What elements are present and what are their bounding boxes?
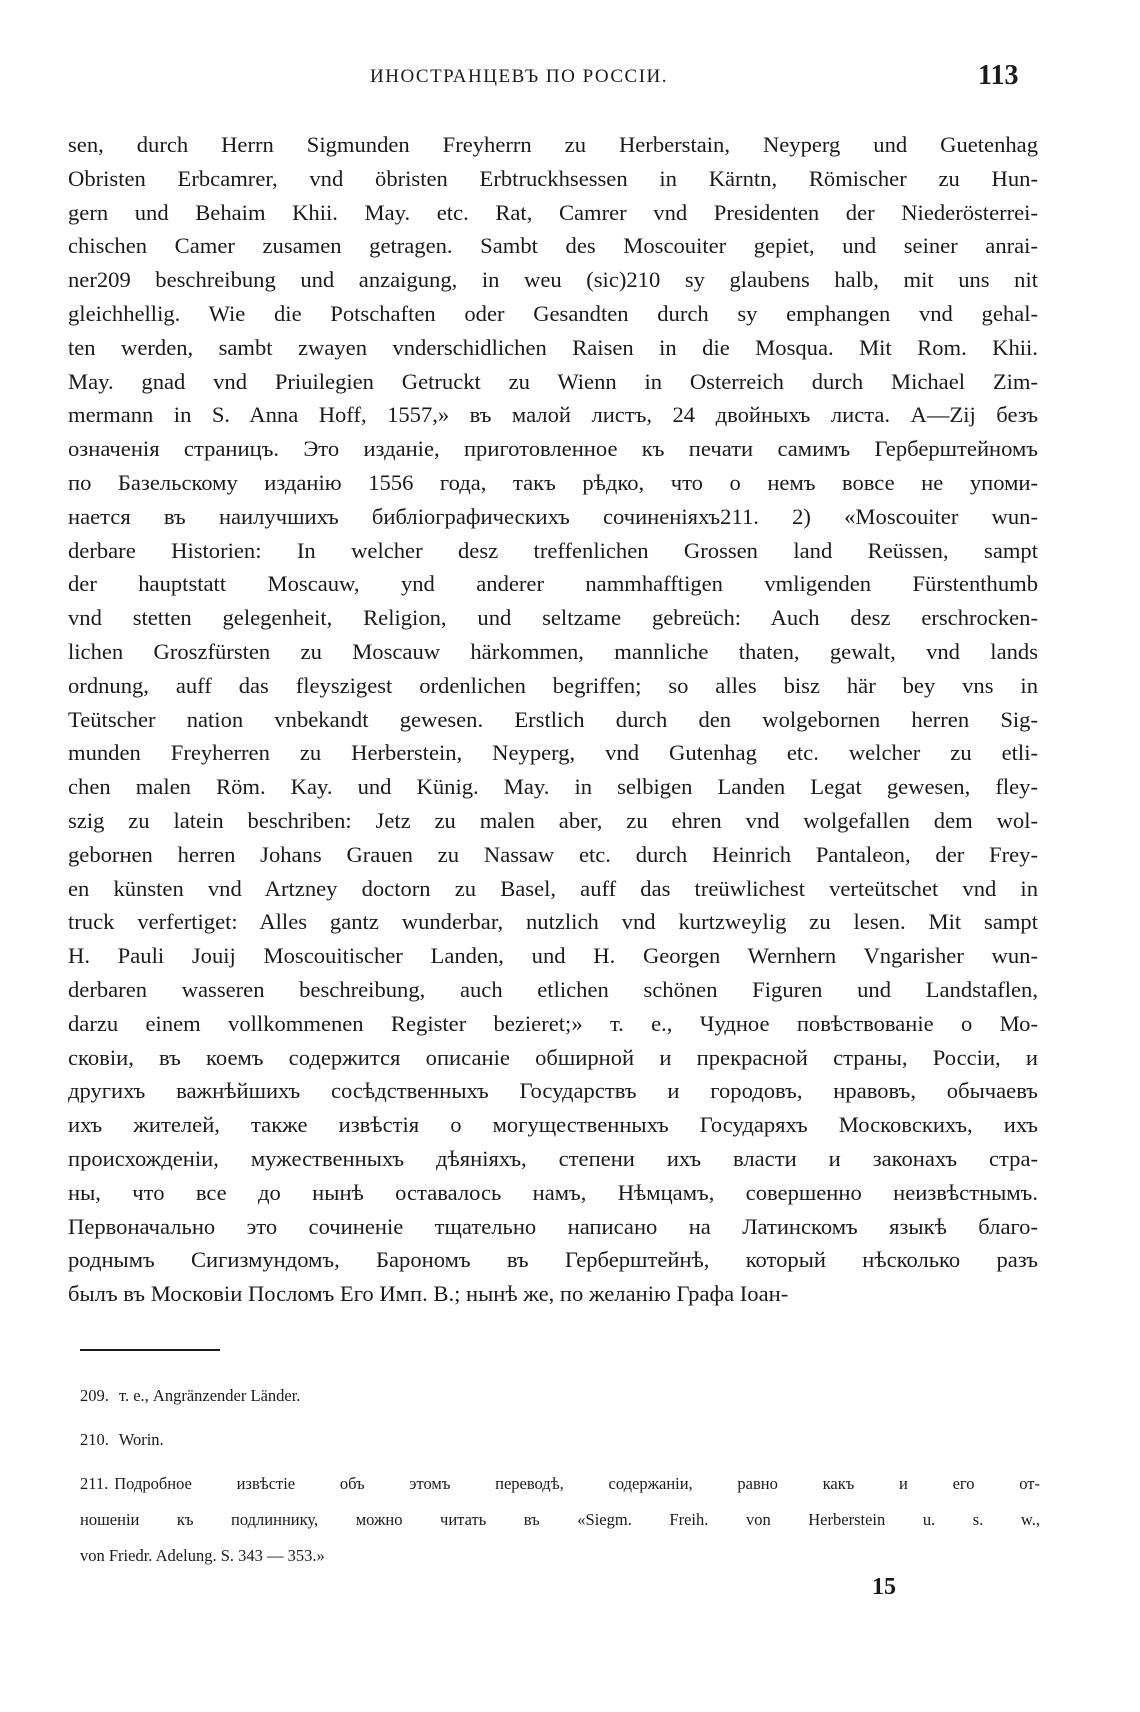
body-line: darzu einem vollkommenen Register bezieret;» т. е., Чудное повѣствованіе о Мо-	[68, 1010, 1038, 1036]
body-line: derbaren wasseren beschreibung, auch etlichen schönen Figuren und Landstaflen,	[68, 976, 1038, 1002]
body-line: по Базельскому изданію 1556 года, такъ рѣдко, что о немъ вовсе не упоми-	[68, 469, 1038, 495]
body-line: geborнen herren Johans Grauen zu Nassaw etc. durch Heinrich Pantaleon, der Frey-	[68, 841, 1038, 867]
body-line: Obristen Erbcamrer, vnd öbristen Erbtruckhsessen in Kärntn, Römischer zu Hun-	[68, 165, 1038, 191]
body-line: ten werden, sambt zwayen vnderschidlichen Raisen in die Mosqua. Mit Rom. Khii.	[68, 334, 1038, 360]
body-line: ordnung, auff das fleyszigest ordenlichen begriffen; so alles bisz här bey vns in	[68, 672, 1038, 698]
body-line: gern und Behaim Khii. May. etc. Rat, Camrer vnd Presidenten der Niederösterrei-	[68, 199, 1038, 225]
footnote-number: 209.	[80, 1386, 109, 1405]
body-line: der hauptstatt Moscauw, ynd anderer nammhafftigen vmligenden Fürstenthumb	[68, 571, 1038, 597]
footnote-number: 211.	[80, 1474, 109, 1493]
page-number: 113	[978, 60, 1019, 91]
body-line: ны, что все до нынѣ оставалось намъ, Нѣмцамъ, совершенно неизвѣстнымъ.	[68, 1179, 1038, 1205]
body-line: H. Pauli Jouij Moscouitischer Landen, und H. Georgen Wernhern Vngarisher wun-	[68, 943, 1038, 969]
body-line: gleichhellig. Wie die Potschaften oder Gesandten durch sy emphangen vnd gehal-	[68, 300, 1038, 326]
body-line: нается въ наилучшихъ библіографическихъ сочиненіяхъ211. 2) «Moscouiter wun-	[68, 503, 1038, 529]
body-line: былъ въ Московіи Посломъ Его Имп. В.; нынѣ же, по желанію Графа Іоан-	[68, 1281, 789, 1307]
footnote-line: ношеніи къ подлиннику, можно читать въ «Siegm. Freih. von Herberstein u. s. w.,	[80, 1510, 1040, 1529]
footnote-210	[80, 1422, 1040, 1458]
body-line: lichen Groszfürsten zu Moscauw härkommen, mannliche thaten, gewalt, vnd lands	[68, 638, 1038, 664]
body-line: truck verfertiget: Alles gantz wunderbar, nutzlich vnd kurtzweylig zu lesen. Mit sampt	[68, 909, 1038, 935]
body-line: en künsten vnd Artzney doctorn zu Basel, auff das treüwlichest verteütschet vnd in	[68, 875, 1038, 901]
footnotes	[80, 1378, 1040, 1574]
body-line: sen, durch Herrn Sigmunden Freyherrn zu Herberstain, Neyperg und Guetenhag	[68, 132, 1038, 157]
signature-mark: 15	[872, 1574, 896, 1600]
footnote-number: 210.	[80, 1430, 109, 1449]
footnote-209	[80, 1378, 1040, 1414]
body-line: chen malen Röm. Kay. und Künig. May. in selbigen Landen Legat gewesen, fley-	[68, 774, 1038, 800]
body-line: означенія страницъ. Это изданіе, приготовленное къ печати самимъ Герберштейномъ	[68, 436, 1038, 462]
footnote-rule	[80, 1349, 220, 1351]
body-line: Первоначально это сочиненіе тщательно написано на Латинскомъ языкѣ благо-	[68, 1213, 1038, 1239]
footnote-211	[80, 1466, 1040, 1574]
body-line: ner209 beschreibung und anzaigung, in weu (sic)210 sy glaubens halb, mit uns nit	[68, 267, 1038, 293]
body-line: ихъ жителей, также извѣстія о могущественныхъ Государяхъ Московскихъ, ихъ	[68, 1112, 1038, 1138]
footnote-line: von Friedr. Adelung. S. 343 — 353.»	[80, 1546, 325, 1565]
footnote-line	[80, 1466, 1040, 1502]
body-line: mermann in S. Anna Hoff, 1557,» въ малой листъ, 24 двойныхъ листа. A—Zij безъ	[68, 402, 1038, 428]
body-line: munden Freyherren zu Herberstein, Neyperg, vnd Gutenhag etc. welcher zu etli-	[68, 740, 1038, 766]
body-text	[68, 128, 1038, 1311]
body-line: chischen Camer zusamen getragen. Sambt des Moscouiter gepiet, und seiner anrai-	[68, 233, 1038, 259]
running-head-title: ИНОСТРАНЦЕВЪ ПО РОССІИ.	[370, 66, 668, 87]
body-line: szig zu latein beschriben: Jetz zu malen aber, zu ehren vnd wolgefallen dem wol-	[68, 807, 1038, 833]
footnote-text: Worin.	[118, 1430, 164, 1449]
body-line: другихъ важнѣйшихъ сосѣдственныхъ Государствъ и городовъ, нравовъ, обычаевъ	[68, 1078, 1038, 1104]
body-line: Teütscher nation vnbekandt gewesen. Erstlich durch den wolgebornen herren Sig-	[68, 706, 1038, 732]
body-line: сковіи, въ коемъ содержится описаніе обширной и прекрасной страны, Россіи, и	[68, 1044, 1038, 1070]
body-line: derbare Historien: In welcher desz treffenlichen Grossen land Reüssen, sampt	[68, 537, 1038, 563]
body-line: May. gnad vnd Priuilegien Getruckt zu Wienn in Osterreich durch Michael Zim-	[68, 368, 1038, 394]
body-line: vnd stetten gelegenheit, Religion, und seltzame gebreüch: Auch desz erschrocken-	[68, 605, 1038, 631]
footnote-text: т. е., Angränzender Länder.	[119, 1386, 301, 1405]
running-head	[0, 60, 1140, 106]
body-line: роднымъ Сигизмундомъ, Барономъ въ Герберштейнѣ, который нѣсколько разъ	[68, 1247, 1038, 1273]
footnote-text: Подробное извѣстіе объ этомъ переводѣ, содержаніи, равно какъ и его от-	[114, 1474, 1040, 1493]
body-line: происхожденіи, мужественныхъ дѣяніяхъ, степени ихъ власти и законахъ стра-	[68, 1145, 1038, 1171]
